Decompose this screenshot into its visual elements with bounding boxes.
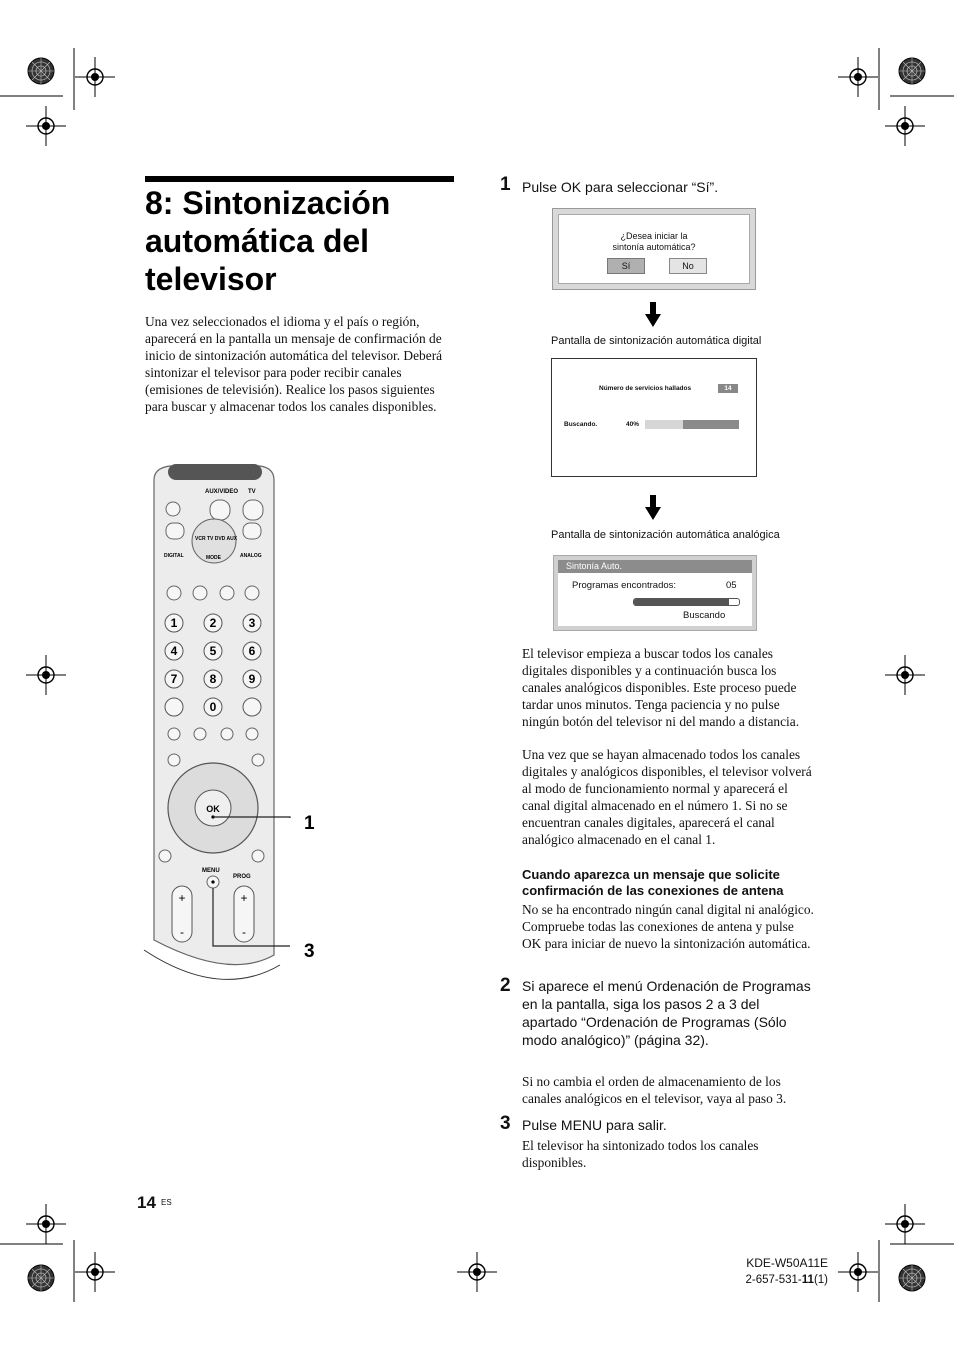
analog-status: Buscando [683, 610, 726, 621]
svg-text:+: + [178, 891, 186, 905]
analog-header: Sintonía Auto. [558, 560, 752, 573]
step-2-number: 2 [500, 975, 511, 996]
caption-analog: Pantalla de sintonización automática analógica [551, 529, 780, 541]
step-3-text: Pulse MENU para salir. [522, 1117, 667, 1133]
svg-text:8: 8 [209, 672, 217, 686]
searching-label: Buscando. [564, 421, 598, 428]
programs-count: 05 [726, 580, 737, 591]
step-1-text: Pulse OK para seleccionar “Sí”. [522, 179, 719, 195]
svg-text:DIGITAL: DIGITAL [164, 553, 184, 559]
svg-text:4: 4 [170, 644, 178, 658]
svg-text:MENU: MENU [202, 868, 220, 874]
down-arrow-icon [645, 302, 661, 328]
step-1-subheading: Cuando aparezca un mensaje que solicite confirmación de las conexiones de antena [522, 867, 784, 898]
svg-text:9: 9 [248, 672, 256, 686]
dialog-yes-button[interactable]: Sí [607, 258, 645, 274]
page-number: 14 [137, 1193, 156, 1212]
part-number: 2-657-531-11(1) [745, 1274, 828, 1286]
step-1-paragraph-3: No se ha encontrado ningún canal digital ni analógico. Compruebe todas las conexiones de antena y pulse OK para iniciar de nuevo la sintonización automática. [522, 902, 814, 951]
svg-text:-: - [180, 925, 184, 939]
svg-text:TV: TV [248, 489, 256, 495]
caption-digital: Pantalla de sintonización automática digital [551, 335, 762, 347]
percent-label: 40% [626, 421, 640, 428]
digital-progress-bar [645, 420, 739, 429]
svg-text:+: + [240, 891, 248, 905]
svg-text:3: 3 [304, 941, 315, 962]
svg-text:ANALOG: ANALOG [240, 553, 262, 559]
step-3-number: 3 [500, 1113, 511, 1134]
remote-control-illustration [140, 460, 450, 980]
confirm-dialog-screen [552, 208, 756, 290]
svg-text:OK: OK [206, 804, 220, 814]
svg-text:3: 3 [248, 616, 256, 630]
svg-text:PROG: PROG [233, 874, 251, 880]
step-2-note: Si no cambia el orden de almacenamiento de los canales analógicos en el televisor, vaya al paso 3. [522, 1074, 787, 1106]
svg-text:VCR TV DVD AUX: VCR TV DVD AUX [195, 536, 238, 542]
step-3-note: El televisor ha sintonizado todos los canales disponibles. [522, 1138, 759, 1170]
step-2-text: Si aparece el menú Ordenación de Programas en la pantalla, siga los pasos 2 a 3 del apartado “Ordenación de Programas (Sólo modo analógico)” (página 32). [522, 978, 811, 1048]
services-label: Número de servicios hallados [599, 385, 692, 392]
svg-text:MODE: MODE [206, 555, 221, 561]
svg-text:AUX/VIDEO: AUX/VIDEO [205, 489, 239, 495]
services-count: 14 [718, 384, 738, 393]
step-1-number: 1 [500, 174, 511, 195]
svg-text:5: 5 [209, 644, 217, 658]
page-title: 8: Sintonización automática del televisor [145, 185, 391, 297]
svg-text:1: 1 [170, 616, 178, 630]
svg-text:7: 7 [170, 672, 178, 686]
step-1-paragraph-1: El televisor empieza a buscar todos los canales digitales disponibles y a continuación busca los canales analógicos disponibles. Este proceso puede tardar unos minutos. Tenga paciencia y no pulse ningún botón del televisor ni del mando a distancia. [522, 646, 800, 729]
svg-text:-: - [242, 925, 246, 939]
analog-tuning-screen [553, 555, 757, 631]
page-language: ES [161, 1198, 172, 1207]
dialog-question: ¿Desea iniciar la sintonía automática? [612, 231, 696, 252]
svg-text:2: 2 [209, 616, 217, 630]
svg-text:0: 0 [209, 700, 217, 714]
svg-text:6: 6 [248, 644, 256, 658]
analog-progress-bar [633, 598, 740, 606]
model-number: KDE-W50A11E [746, 1256, 828, 1270]
title-rule [145, 176, 454, 182]
step-1-paragraph-2: Una vez que se hayan almacenado todos los canales digitales y analógicos disponibles, el televisor volverá al modo de funcionamiento normal y aparecerá el canal digital almacenado en el número 1. Si no se encuentran canales digitales, aparecerá el canal analógico almacenado en el canal 1. [522, 747, 812, 847]
digital-tuning-screen [551, 358, 757, 477]
down-arrow-icon [645, 495, 661, 521]
dialog-no-button[interactable]: No [669, 258, 707, 274]
programs-label: Programas encontrados: [572, 580, 677, 591]
intro-paragraph: Una vez seleccionados el idioma y el país o región, aparecerá en la pantalla un mensaje de confirmación de inicio de sintonización automática del televisor. Deberá sintonizar el televisor para poder recibir canales (emisiones de televisión). Realice los pasos siguientes para buscar y almacenar todos los canales disponibles. [145, 314, 443, 414]
svg-text:1: 1 [304, 813, 315, 834]
